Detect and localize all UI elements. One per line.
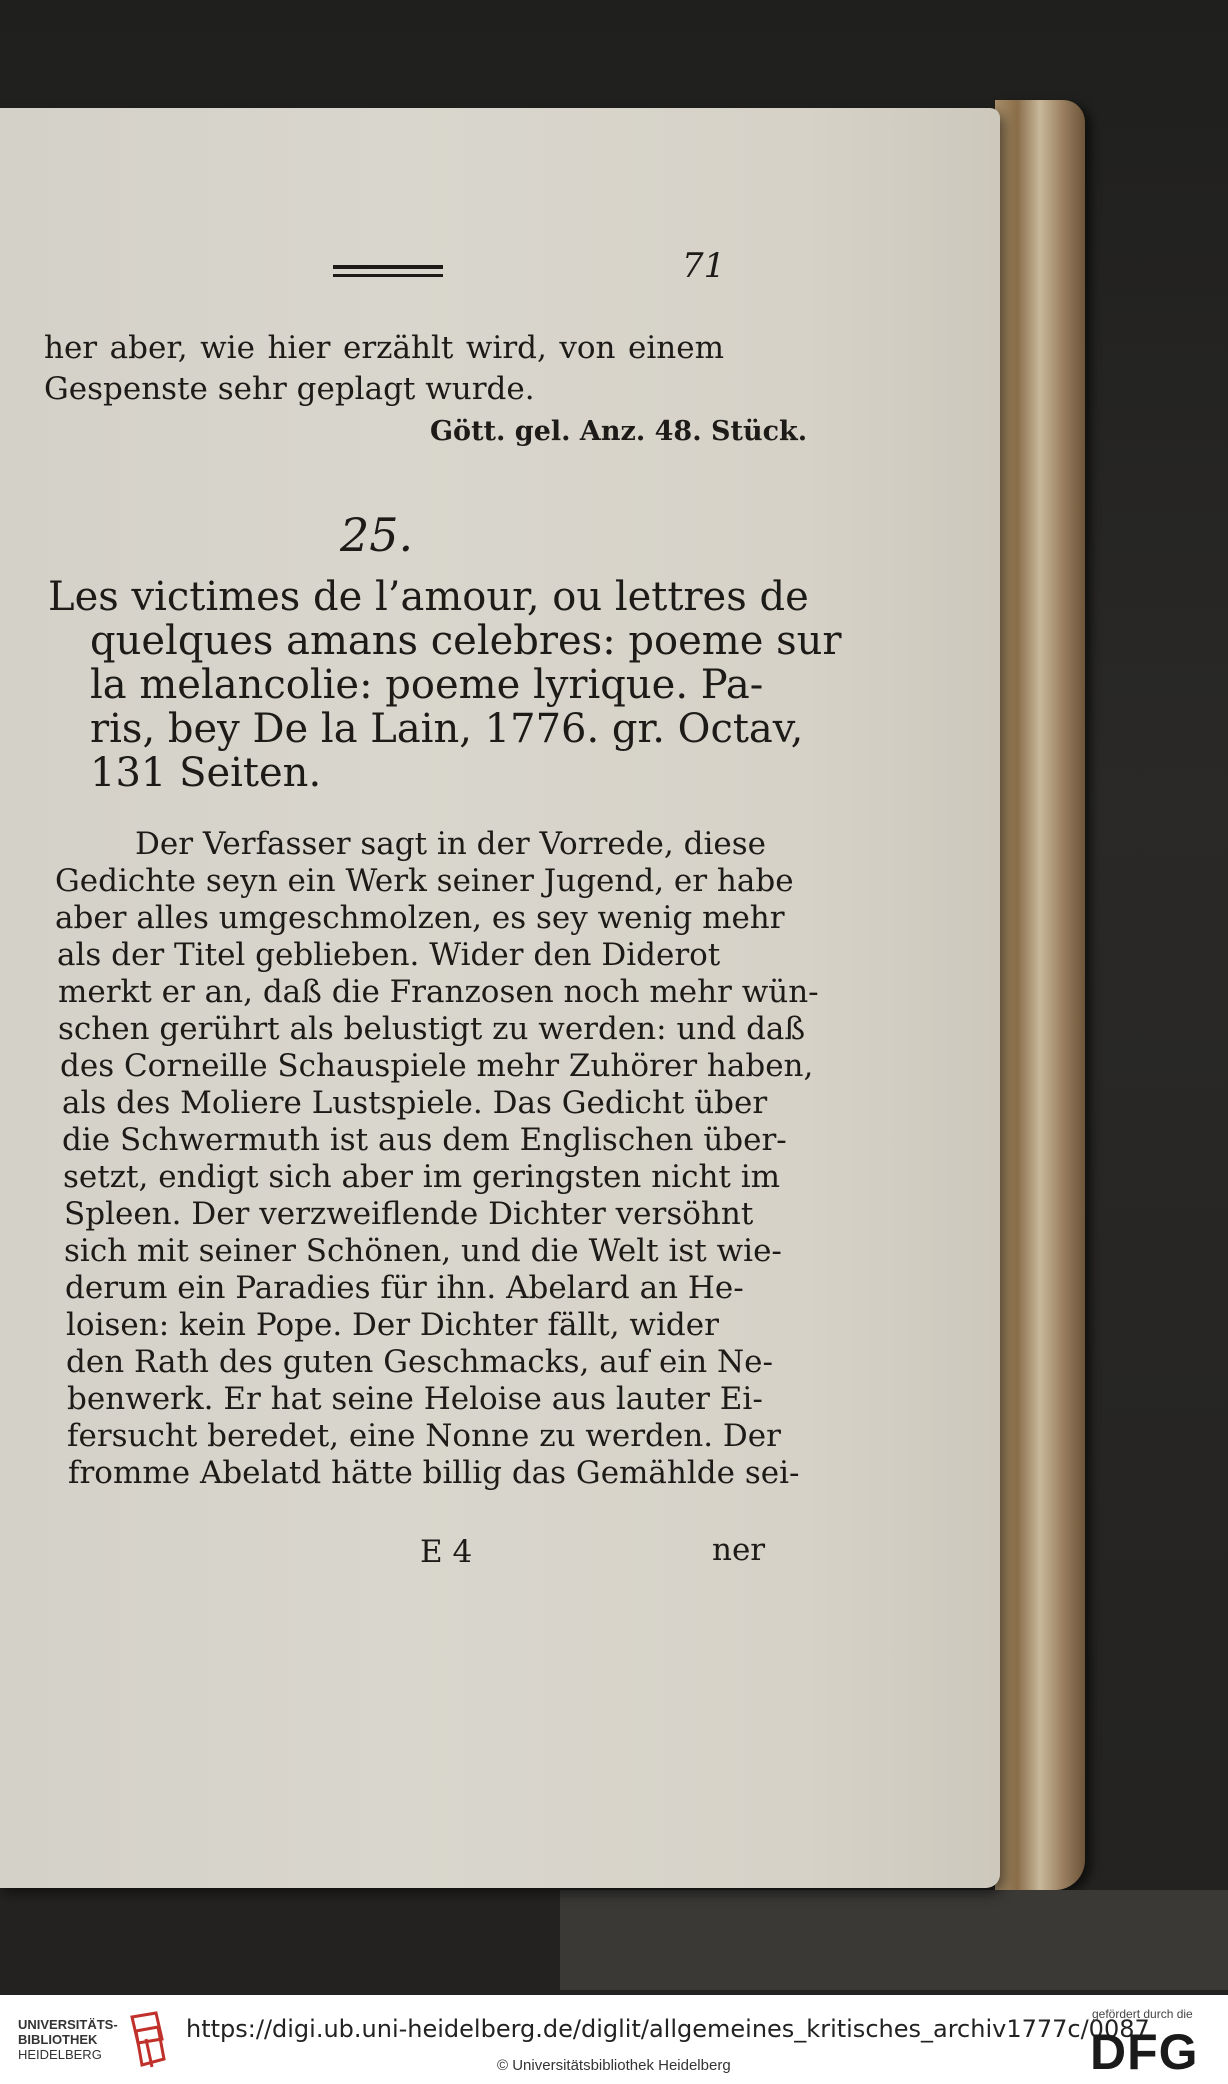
body-line-8: als des Moliere Lustspiele. Das Gedicht über — [62, 1085, 768, 1121]
viewer-footer — [0, 1995, 1228, 2084]
entry-title-line-4: ris, bey De la Lain, 1776. gr. Octav, — [90, 706, 804, 752]
page-number: 71 — [682, 246, 726, 286]
body-line-3: aber alles umgeschmolzen, es sey wenig mehr — [55, 900, 785, 936]
body-line-2: Gedichte seyn ein Werk seiner Jugend, er habe — [55, 863, 794, 899]
dfg-logo: DFG — [1090, 2024, 1199, 2080]
body-line-5: merkt er an, daß die Franzosen noch mehr wün- — [58, 974, 819, 1010]
body-line-12: sich mit seiner Schönen, und die Welt ist wie- — [64, 1233, 782, 1269]
entry-number: 25. — [340, 508, 414, 562]
book-shadow — [560, 1890, 1228, 1990]
body-line-10: setzt, endigt sich aber im geringsten nicht im — [63, 1159, 781, 1195]
continuation-line-2: Gespenste sehr geplagt wurde. — [44, 371, 535, 407]
library-name-line-1: UNIVERSITÄTS- — [18, 2017, 118, 2032]
body-line-1: Der Verfasser sagt in der Vorrede, diese — [135, 826, 766, 862]
library-logo-icon — [128, 2009, 168, 2071]
funding-note: gefördert durch die — [1092, 2007, 1193, 2021]
body-line-13: derum ein Paradies für ihn. Abelard an He- — [65, 1270, 744, 1306]
header-rule — [333, 265, 443, 277]
body-line-6: schen gerührt als belustigt zu werden: und daß — [58, 1011, 806, 1047]
body-line-15: den Rath des guten Geschmacks, auf ein Ne- — [66, 1344, 773, 1380]
body-line-17: fersucht beredet, eine Nonne zu werden. Der — [67, 1418, 781, 1454]
body-line-11: Spleen. Der verzweiflende Dichter versöhnt — [64, 1196, 754, 1232]
body-line-7: des Corneille Schauspiele mehr Zuhörer haben, — [60, 1048, 814, 1084]
entry-title-line-2: quelques amans celebres: poeme sur — [90, 618, 842, 664]
body-line-9: die Schwermuth ist aus dem Englischen über- — [62, 1122, 787, 1158]
catchword: ner — [712, 1532, 766, 1568]
library-name-line-3: HEIDELBERG — [18, 2047, 102, 2062]
book-page-edges — [995, 100, 1085, 1890]
signature-mark: E 4 — [420, 1534, 473, 1570]
permalink-url[interactable]: https://digi.ub.uni-heidelberg.de/diglit/allgemeines_kritisches_archiv1777c/0087 — [186, 2015, 1150, 2043]
copyright-notice: © Universitätsbibliothek Heidelberg — [497, 2057, 731, 2074]
library-name — [18, 2017, 118, 2062]
entry-title-line-1: Les victimes de l’amour, ou lettres de — [48, 574, 809, 620]
entry-title-line-5: 131 Seiten. — [90, 750, 322, 796]
body-line-16: benwerk. Er hat seine Heloise aus lauter Ei- — [67, 1381, 763, 1417]
body-line-14: loisen: kein Pope. Der Dichter fällt, wider — [66, 1307, 719, 1343]
continuation-line-1: her aber, wie hier erzählt wird, von einem — [44, 330, 724, 366]
citation: Gött. gel. Anz. 48. Stück. — [430, 416, 808, 447]
body-line-18: fromme Abelatd hätte billig das Gemählde sei- — [68, 1455, 800, 1491]
entry-title-line-3: la melancolie: poeme lyrique. Pa- — [90, 662, 764, 708]
book-page — [0, 108, 1000, 1888]
library-name-line-2: BIBLIOTHEK — [18, 2032, 98, 2047]
body-line-4: als der Titel geblieben. Wider den Diderot — [57, 937, 721, 973]
